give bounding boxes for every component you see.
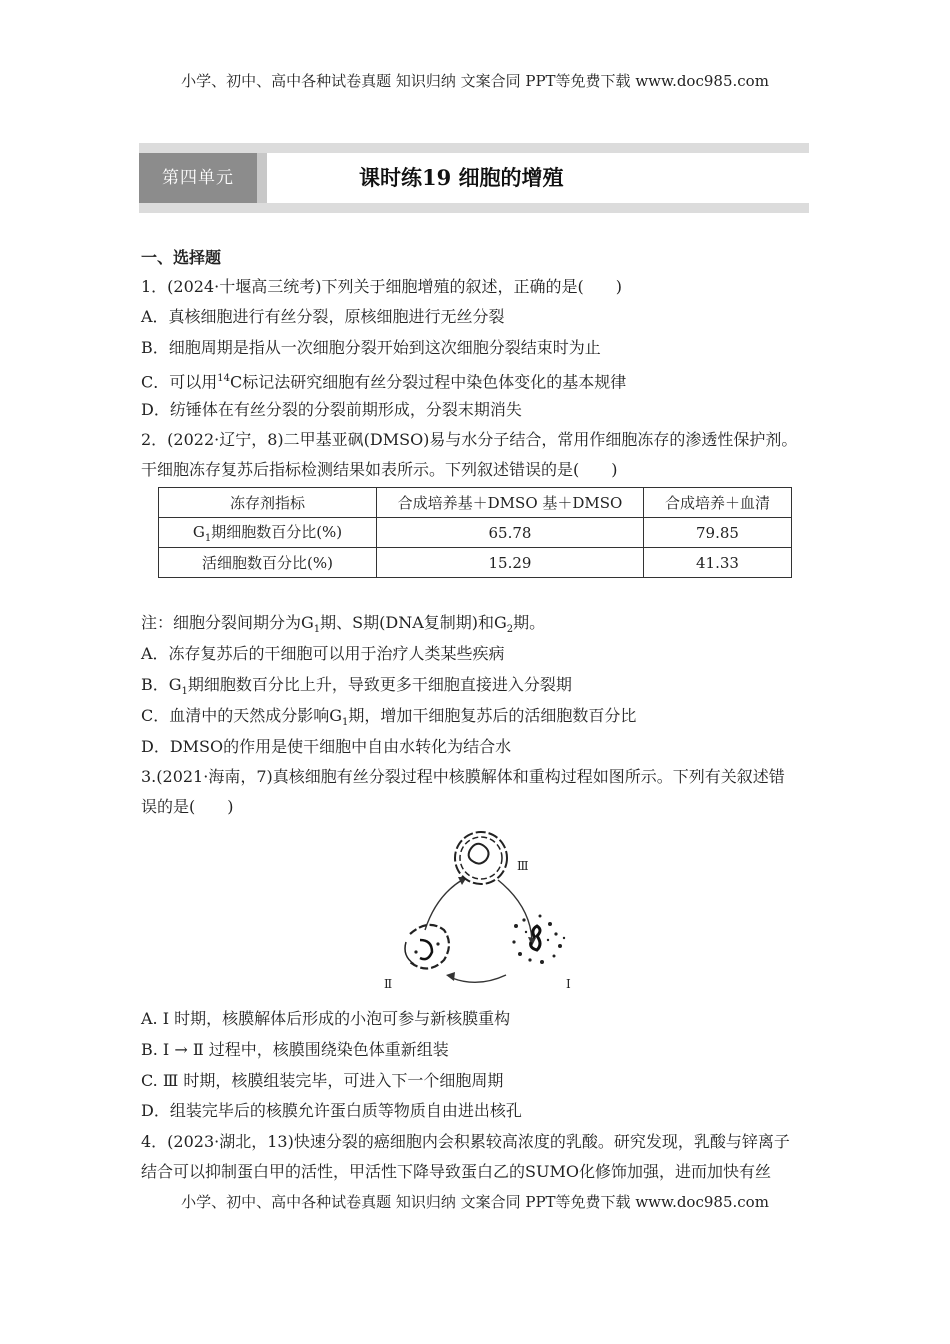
note-mid: 期、S期(DNA复制期)和G [320, 613, 507, 632]
q1-option-c-sup: 14 [217, 373, 230, 384]
arrow-ii-to-iii [425, 880, 462, 930]
label-i: Ⅰ [566, 977, 571, 991]
row1-label-post: 期细胞数百分比(%) [211, 523, 343, 541]
page-footer: 小学、初中、高中各种试卷真题 知识归纳 文案合同 PPT等免费下载 www.doc985.com [181, 1193, 769, 1211]
q2-option-b [141, 675, 572, 702]
table-cell: 15.29 [377, 548, 644, 578]
q1-stem: 1．(2024·十堰高三统考)下列关于细胞增殖的叙述，正确的是( ) [141, 277, 622, 296]
q3-option-b: B. Ⅰ → Ⅱ 过程中，核膜围绕染色体重新组装 [141, 1040, 449, 1059]
table-cell: 活细胞数百分比(%) [159, 548, 377, 578]
table-row [159, 488, 792, 518]
q1-option-a: A．真核细胞进行有丝分裂，原核细胞进行无丝分裂 [141, 307, 505, 326]
table-row [159, 548, 792, 578]
q2-option-b-pre: B．G [141, 675, 182, 694]
q2-option-c [141, 706, 636, 733]
table-cell: 65.78 [377, 518, 644, 548]
table-cell: 41.33 [644, 548, 792, 578]
table-header-cell: 冻存剂指标 [159, 488, 377, 518]
q1-option-b: B．细胞周期是指从一次细胞分裂开始到这次细胞分裂结束时为止 [141, 338, 601, 357]
q2-stem-line1: 2．(2022·辽宁，8)二甲基亚砜(DMSO)易与水分子结合，常用作细胞冻存的渗透性保护剂。 [141, 430, 798, 449]
stage-ii-cell [405, 925, 449, 969]
unit-label: 第四单元 [139, 153, 257, 203]
q2-results-table [158, 487, 792, 578]
stage-iii-cell [455, 832, 507, 884]
lesson-banner [139, 143, 809, 213]
section-heading: 一、选择题 [141, 248, 222, 267]
table-header-cell: 合成培养＋血清 [644, 488, 792, 518]
arrow-iii-to-i [498, 880, 532, 940]
q4-stem-line1: 4．(2023·湖北，13)快速分裂的癌细胞内会积累较高浓度的乳酸。研究发现，乳酸与锌离子 [141, 1132, 790, 1151]
q1-option-d: D．纺锤体在有丝分裂的分裂前期形成，分裂末期消失 [141, 400, 522, 419]
q3-stem-line2: 误的是( ) [141, 797, 234, 816]
q2-option-c-sub: 1 [342, 717, 349, 729]
banner-bottom-bar [139, 203, 809, 213]
q2-option-b-post: 期细胞数百分比上升，导致更多干细胞直接进入分裂期 [187, 675, 572, 694]
q1-option-c-pre: C．可以用 [141, 372, 218, 392]
q3-option-c: C. Ⅲ 时期，核膜组装完毕，可进入下一个细胞周期 [141, 1071, 504, 1090]
note-sub1: 1 [313, 624, 321, 636]
q2-option-c-pre: C．血清中的天然成分影响G [141, 706, 343, 725]
banner-top-bar [139, 143, 809, 153]
q2-stem-line2: 干细胞冻存复苏后指标检测结果如表所示。下列叙述错误的是( ) [141, 460, 618, 479]
table-cell: 79.85 [644, 518, 792, 548]
table-header-cell: 合成培养基＋DMSO 基＋DMSO [377, 488, 644, 518]
label-iii: Ⅲ [517, 859, 529, 873]
lesson-title: 课时练19 细胞的增殖 [359, 165, 564, 190]
q3-stem-line1: 3.(2021·海南，7)真核细胞有丝分裂过程中核膜解体和重构过程如图所示。下列有关叙述错 [141, 767, 785, 786]
label-ii: Ⅱ [384, 977, 393, 991]
arrowhead-i-to-ii [446, 972, 455, 981]
stage-i-cell [512, 915, 565, 965]
q2-option-a: A．冻存复苏后的干细胞可以用于治疗人类某些疾病 [141, 644, 505, 663]
q2-option-d: D．DMSO的作用是使干细胞中自由水转化为结合水 [141, 737, 512, 756]
note-pre: 注：细胞分裂间期分为G [141, 613, 314, 632]
row1-label-sub: 1 [204, 533, 212, 544]
q4-stem-line2: 结合可以抑制蛋白甲的活性，甲活性下降导致蛋白乙的SUMO化修饰加强，进而加快有丝 [141, 1162, 771, 1181]
nuclear-envelope-cycle-figure [380, 828, 580, 998]
q1-option-c-post: C标记法研究细胞有丝分裂过程中染色体变化的基本规律 [229, 372, 627, 392]
row1-label-pre: G [192, 523, 205, 541]
note-post: 期。 [513, 613, 546, 632]
q2-note [141, 613, 545, 640]
unit-label-edge [257, 153, 267, 203]
q2-option-b-sub: 1 [181, 686, 188, 698]
q3-option-d: D．组装完毕后的核膜允许蛋白质等物质自由进出核孔 [141, 1101, 522, 1120]
table-row [159, 518, 792, 548]
table-cell [159, 518, 377, 548]
q3-option-a: A. Ⅰ 时期，核膜解体后形成的小泡可参与新核膜重构 [141, 1009, 511, 1028]
arrow-i-to-ii [452, 975, 506, 982]
q2-option-c-post: 期，增加干细胞复苏后的活细胞数百分比 [348, 706, 637, 725]
note-sub2: 2 [506, 624, 514, 636]
q1-option-c [141, 369, 626, 392]
page-header: 小学、初中、高中各种试卷真题 知识归纳 文案合同 PPT等免费下载 www.doc985.com [181, 72, 769, 90]
